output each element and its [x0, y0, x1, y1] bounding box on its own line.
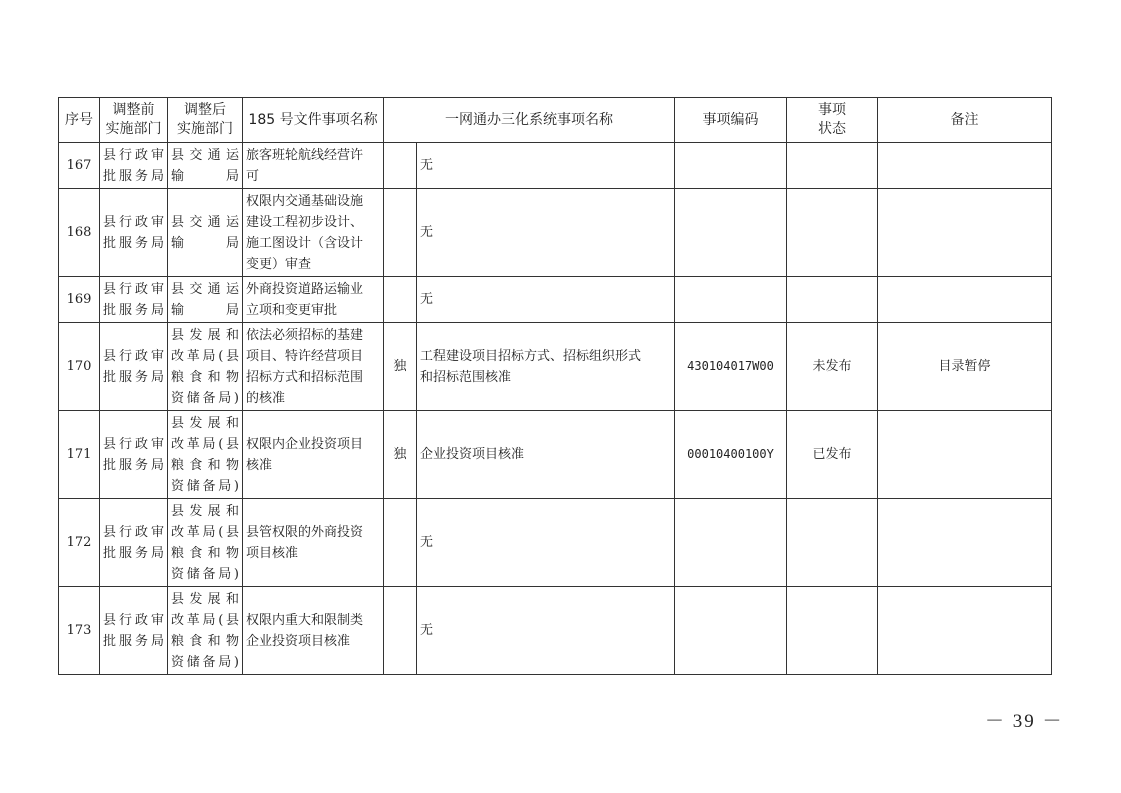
cell-system-name: 无	[417, 277, 675, 323]
header-remark: 备注	[878, 98, 1052, 143]
cell-dept-after: 县发展和 改革局(县 粮食和物 资储备局)	[168, 411, 243, 499]
table-row	[59, 587, 1052, 675]
cell-tag	[384, 499, 417, 587]
cell-system-name: 无	[417, 499, 675, 587]
header-row	[59, 98, 1052, 143]
cell-tag: 独	[384, 411, 417, 499]
table-row	[59, 143, 1052, 189]
cell-dept-after: 县发展和 改革局(县 粮食和物 资储备局)	[168, 587, 243, 675]
cell-tag	[384, 277, 417, 323]
cell-doc185-name: 旅客班轮航线经营许 可	[243, 143, 384, 189]
cell-dept-before: 县行政审 批服务局	[100, 499, 168, 587]
table-row	[59, 323, 1052, 411]
cell-dept-before: 县行政审 批服务局	[100, 587, 168, 675]
cell-status	[787, 277, 878, 323]
cell-tag	[384, 587, 417, 675]
cell-dept-before: 县行政审 批服务局	[100, 411, 168, 499]
cell-seq: 169	[59, 277, 100, 323]
cell-seq: 172	[59, 499, 100, 587]
cell-remark	[878, 277, 1052, 323]
cell-dept-after: 县交通运 输局	[168, 189, 243, 277]
cell-code	[675, 189, 787, 277]
cell-system-name: 无	[417, 587, 675, 675]
cell-doc185-name: 外商投资道路运输业 立项和变更审批	[243, 277, 384, 323]
page-number: － 39 －	[985, 711, 1064, 732]
cell-remark	[878, 499, 1052, 587]
table-row	[59, 411, 1052, 499]
cell-doc185-name: 县管权限的外商投资 项目核准	[243, 499, 384, 587]
cell-system-name: 工程建设项目招标方式、招标组织形式 和招标范围核准	[417, 323, 675, 411]
table-row	[59, 277, 1052, 323]
cell-seq: 167	[59, 143, 100, 189]
cell-seq: 171	[59, 411, 100, 499]
cell-dept-before: 县行政审 批服务局	[100, 277, 168, 323]
cell-dept-after: 县发展和 改革局(县 粮食和物 资储备局)	[168, 323, 243, 411]
header-status: 事项 状态	[787, 98, 878, 143]
cell-code: 00010400100Y	[675, 411, 787, 499]
cell-remark	[878, 143, 1052, 189]
cell-system-name: 企业投资项目核准	[417, 411, 675, 499]
cell-remark: 目录暂停	[878, 323, 1052, 411]
cell-status	[787, 587, 878, 675]
cell-doc185-name: 依法必须招标的基建 项目、特许经营项目 招标方式和招标范围 的核准	[243, 323, 384, 411]
table-row	[59, 189, 1052, 277]
cell-seq: 168	[59, 189, 100, 277]
header-dept-after: 调整后 实施部门	[168, 98, 243, 143]
cell-code	[675, 277, 787, 323]
cell-dept-after: 县交通运 输局	[168, 277, 243, 323]
cell-dept-after: 县交通运 输局	[168, 143, 243, 189]
header-dept-before: 调整前 实施部门	[100, 98, 168, 143]
table-row	[59, 499, 1052, 587]
cell-seq: 173	[59, 587, 100, 675]
header-seq: 序号	[59, 98, 100, 143]
cell-status: 已发布	[787, 411, 878, 499]
cell-tag	[384, 189, 417, 277]
cell-system-name: 无	[417, 143, 675, 189]
cell-dept-before: 县行政审 批服务局	[100, 143, 168, 189]
header-doc185-name: 185 号文件事项名称	[243, 98, 384, 143]
cell-remark	[878, 189, 1052, 277]
cell-dept-before: 县行政审 批服务局	[100, 323, 168, 411]
cell-doc185-name: 权限内重大和限制类 企业投资项目核准	[243, 587, 384, 675]
header-code: 事项编码	[675, 98, 787, 143]
cell-doc185-name: 权限内交通基础设施 建设工程初步设计、 施工图设计（含设计 变更）审查	[243, 189, 384, 277]
cell-remark	[878, 587, 1052, 675]
cell-status	[787, 499, 878, 587]
cell-system-name: 无	[417, 189, 675, 277]
cell-status	[787, 189, 878, 277]
cell-status: 未发布	[787, 323, 878, 411]
cell-status	[787, 143, 878, 189]
cell-dept-before: 县行政审 批服务局	[100, 189, 168, 277]
cell-code	[675, 499, 787, 587]
cell-doc185-name: 权限内企业投资项目 核准	[243, 411, 384, 499]
cell-tag: 独	[384, 323, 417, 411]
cell-remark	[878, 411, 1052, 499]
cell-code	[675, 587, 787, 675]
header-system-name: 一网通办三化系统事项名称	[384, 98, 675, 143]
cell-tag	[384, 143, 417, 189]
cell-seq: 170	[59, 323, 100, 411]
cell-code: 430104017W00	[675, 323, 787, 411]
cell-code	[675, 143, 787, 189]
cell-dept-after: 县发展和 改革局(县 粮食和物 资储备局)	[168, 499, 243, 587]
document-table	[58, 97, 1052, 675]
